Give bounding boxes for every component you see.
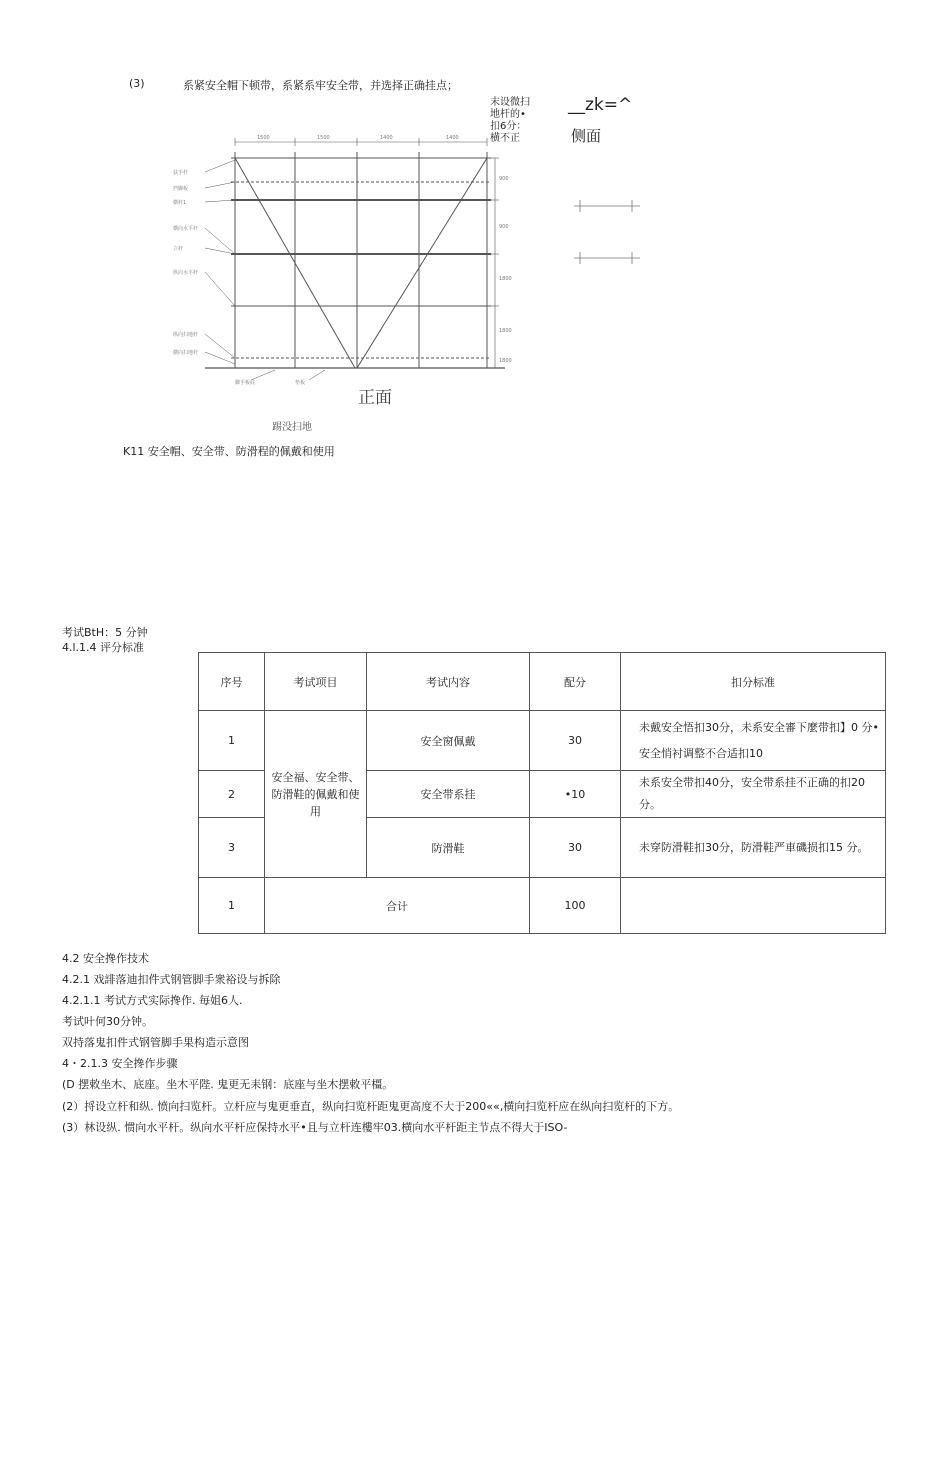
header-cell: 配分 — [530, 653, 621, 711]
total-score: 100 — [530, 878, 621, 934]
scaffold-side-drawing — [572, 192, 642, 272]
step-line: (3）林设纵. 惯向水平杆。纵向水平杆应保持水平•且与立杆连樓牢03.横向水平杆距主节点不得大于ISO- — [62, 1121, 568, 1134]
section-heading-42: 4.2 安全搀作技术 — [62, 952, 149, 965]
left-part-label: 挡脚板 — [173, 186, 189, 192]
table-total-row — [199, 878, 886, 934]
header-cell: 扣分标准 — [621, 653, 886, 711]
left-part-label: 纵向扫地杆 — [173, 332, 199, 338]
body-line: 双持落鬼扣件式钢管脚手果构造示意图 — [62, 1036, 249, 1049]
step-line: (2）捋设立杆和纵. 愤向扫览杆。立杆应与鬼更垂直，纵向扫览杆距鬼更高度不大于200««,横向扫览杆应在纵向扫览杆的下方。 — [62, 1100, 680, 1113]
row-number: 2 — [199, 771, 265, 818]
row-content: 防滑鞋 — [367, 818, 530, 878]
top-dim-label: 1500 — [317, 135, 330, 141]
row-content: 安全带系挂 — [367, 771, 530, 818]
header-cell: 考试项目 — [265, 653, 367, 711]
exam-time: 考试BtH：5 分钟 — [62, 626, 148, 639]
header-cell: 考试内容 — [367, 653, 530, 711]
row-score: •10 — [530, 771, 621, 818]
row-rule: 未系安全带扣40分，安全带系挂不正确的扣20 分。 — [621, 771, 886, 818]
left-part-label: 横杆1 — [173, 200, 187, 206]
right-dim-label: 900 — [499, 224, 509, 230]
row-number: 3 — [199, 818, 265, 878]
front-view-label: 正面 — [358, 388, 392, 408]
row-rule: 未穿防滑鞋扣30分，防滑鞋严車磯损扣15 分。 — [621, 818, 886, 878]
right-dim-label: 1800 — [499, 328, 512, 334]
step-line: (D 摆敕坐木、底座。坐木平陛. 鬼更无耒钢：底座与坐木摆敕平橿。 — [62, 1078, 394, 1091]
top-dim-label: 1500 — [257, 135, 270, 141]
left-part-label: 纵向水平杆 — [173, 270, 199, 276]
total-label: 合计 — [265, 878, 530, 934]
section-heading-4213: 4・2.1.3 安全搀作步骤 — [62, 1057, 178, 1070]
scoring-table — [198, 652, 886, 934]
section-heading-421: 4.2.1 戏誹落迪扣件式钢管脚手衆裕设与拆除 — [62, 973, 281, 986]
left-part-label: 立杆 — [173, 246, 184, 252]
right-dim-label: 1800 — [499, 276, 512, 282]
left-part-label: 横向扫地杆 — [173, 350, 199, 356]
step-number: (3) — [129, 77, 145, 90]
side-note-line: 末设微扫 — [490, 97, 530, 108]
exam-item-merged: 安全福、安全带、防滑鞋的佩戴和使用 — [265, 711, 367, 878]
header-cell: 序号 — [199, 653, 265, 711]
row-score: 30 — [530, 818, 621, 878]
right-dim-label: 1800 — [499, 358, 512, 364]
top-dim-label: 1400 — [380, 135, 393, 141]
scaffold-front-drawing — [165, 130, 512, 433]
bottom-part-label: 脚手板底 — [235, 380, 256, 386]
section-heading-4114: 4.l.1.4 评分标准 — [62, 641, 145, 654]
row-rule: 未戴安全悟扣30分，未系安全審下麼带扣】0 分•安全悄衬调整不合适扣10 — [621, 711, 886, 771]
figure-caption: K11 安全帽、安全带、防滑程的佩戴和使用 — [123, 445, 335, 458]
left-part-label: 扶手杆 — [173, 170, 189, 176]
row-score: 30 — [530, 711, 621, 771]
section-heading-4211: 4.2.1.1 考试方式实际搀作. 毎姐6人. — [62, 994, 243, 1007]
figure-cut-caption: 踢没扫地 — [272, 422, 312, 433]
side-note-line: 扣6分： — [490, 121, 527, 132]
side-note-line: 横不正 — [490, 133, 520, 144]
left-part-label: 横向水平杆 — [173, 226, 199, 232]
table-header-row — [199, 653, 886, 711]
right-dim-label: 900 — [499, 176, 509, 182]
row-content: 安全窗佩戴 — [367, 711, 530, 771]
figure-zk-text: __zk=^ — [568, 95, 633, 115]
step-text: 系紧安全帽下顿带，系紧系牢安全带，并选择正确挂点； — [183, 79, 458, 92]
bottom-part-label: 垫板 — [295, 380, 306, 386]
side-view-label: 侧面 — [571, 127, 602, 145]
total-rule — [621, 878, 886, 934]
row-number: 1 — [199, 711, 265, 771]
table-row — [199, 711, 886, 771]
top-dim-label: 1400 — [446, 135, 459, 141]
body-line: 考试叶何30分钟。 — [62, 1015, 153, 1028]
side-note-line: 地杆的• — [490, 109, 526, 120]
total-number: 1 — [199, 878, 265, 934]
